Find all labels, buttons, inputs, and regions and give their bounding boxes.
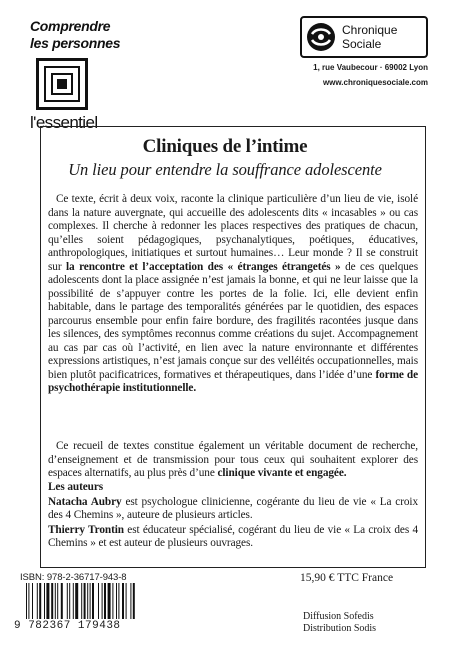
publisher-name-line2: Sociale [342, 37, 382, 51]
blurb-text: Ce recueil de textes constitue également un véritable document de recherche, d’enseignement et de transmission pour tous ceux qui souhaitent explorer des espaces alternatifs, au plus près d’une [48, 440, 418, 479]
blurb-emphasis: clinique vivante et engagée. [217, 467, 347, 479]
author-bio-1 [48, 496, 418, 523]
blurb-paragraph-2 [48, 440, 418, 481]
barcode-icon [26, 583, 170, 619]
publisher-swirl-icon [306, 22, 336, 52]
price: 15,90 € TTC France [300, 572, 394, 584]
concentric-squares-icon [36, 58, 88, 110]
publisher-logo [300, 16, 428, 58]
isbn-label: ISBN: 978-2-36717-943-8 [20, 572, 127, 583]
author-bio-2 [48, 524, 418, 551]
series-title-line2: les personnes [30, 35, 121, 51]
authors-heading: Les auteurs [48, 481, 104, 493]
blurb-text: Ce texte, écrit à deux voix, raconte la clinique particulière d’un lieu de vie, isolé dans la nature auvergnate, qui accueille des adolescents dits « incasables » ou cas complexes. Il cherche à redonner les places respectives des pratiques de chacun, qu’elles soient pédagogiques, psychanalytiques, poétiques, éducatives, anthropologiques, initiatiques et surtout humaines… Leur monde ? Il se construit sur [48, 193, 418, 273]
book-title: Cliniques de l’intime [142, 136, 308, 157]
series-logo-block [30, 18, 140, 133]
book-subtitle: Un lieu pour entendre la souffrance adolescente [68, 160, 382, 179]
blurb-emphasis: forme de psychothérapie institutionnelle. [48, 368, 419, 394]
distribution-1: Diffusion Sofedis [303, 611, 374, 622]
distribution-2: Distribution Sodis [303, 623, 377, 634]
author-name: Natacha Aubry [48, 495, 122, 508]
blurb-text: de ces quelques adolescents dont la place assignée n’est jamais la bonne, et qui ne leur laisse que la possibilité de s’appuyer contre les portes de la folie. Ici, elle devient enfin habitable, dans le partage des temporalités générées par le quotidien, des espaces parcourus ensemble pour enfin faire bordure, des fragilités racontées jusque dans les silences, des symptômes reconnus comme créations du sujet. Accompagnement au cas par cas où l’activité, en lien avec la nature environnante et différentes expressions artistiques, n’est jamais conçue sur des velléités occupationnelles, mais bien plutôt pacificatrices, formatives et thérapeutiques, dans l’idée d’une [48, 260, 418, 381]
blurb-emphasis: la rencontre et l’acceptation des « étranges étrangetés » [66, 260, 341, 273]
author-text: est éducateur spécialisé, cogérant du lieu de vie « La croix des 4 Chemins » et est auteur de plusieurs ouvrages. [48, 523, 418, 549]
authors-section [48, 481, 418, 551]
series-title-line1: Comprendre [30, 18, 111, 34]
publisher-website[interactable]: www.chroniquesociale.com [322, 78, 428, 87]
series-name: l'essentiel [30, 113, 98, 132]
barcode-digits: 9 782367 179438 [14, 620, 121, 632]
blurb-paragraph-1 [48, 193, 418, 396]
publisher-address: 1, rue Vaubecour · 69002 Lyon [313, 63, 428, 72]
publisher-block [300, 16, 428, 88]
publisher-name-line1: Chronique [342, 23, 398, 37]
author-text: est psychologue clinicienne, cogérante du lieu de vie « La croix des 4 Chemins », auteure de plusieurs articles. [48, 495, 419, 521]
author-name: Thierry Trontin [48, 523, 124, 536]
